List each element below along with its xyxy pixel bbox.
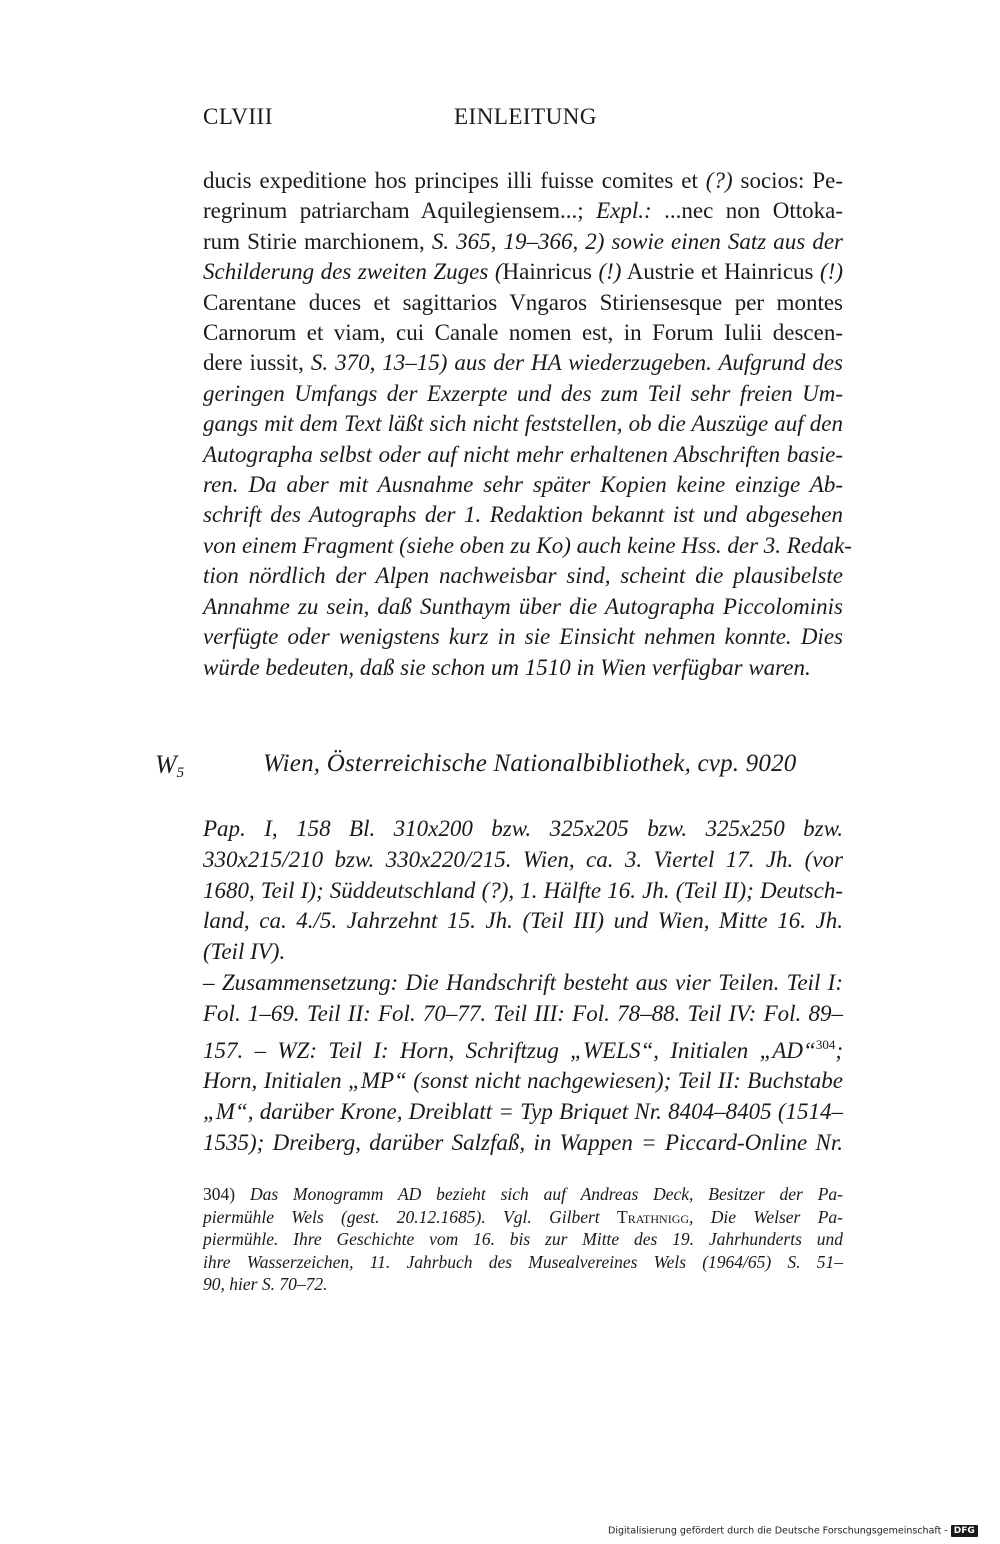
manuscript-siglum: [155, 750, 184, 782]
body-line: [203, 348, 843, 378]
italic-text: S. 370, 13–15) aus der HA wiederzugeben. Aufgrund des: [310, 350, 843, 376]
body-line: [203, 288, 843, 318]
italic-text: tion nördlich der Alpen nachweisbar sind, scheint die plausibelste: [203, 563, 843, 589]
footnote-line: piermühle. Ihre Geschichte vom 16. bis zur Mitte des 19. Jahrhunderts und: [203, 1229, 843, 1250]
footnote: [203, 1183, 843, 1296]
body-paragraph: [203, 166, 852, 683]
author-name: Trathnigg: [617, 1206, 690, 1227]
desc-line: land, ca. 4./5. Jahrzehnt 15. Jh. (Teil III) und Wien, Mitte 16. Jh.: [203, 908, 843, 934]
italic-text: Autographa selbst oder auf nicht mehr erhaltenen Abschriften basie-: [203, 441, 843, 467]
desc-text: ;: [835, 1037, 843, 1063]
footnote-text: piermühle Wels (gest. 20.12.1685). Vgl. Gilbert: [203, 1206, 618, 1227]
desc-line: Fol. 1–69. Teil II: Fol. 70–77. Teil III: Fol. 78–88. Teil IV: Fol. 89–: [203, 1000, 843, 1026]
body-line: [203, 227, 843, 257]
desc-text: 157. – WZ: Teil I: Horn, Schriftzug „WELS“, Initialen „AD“: [203, 1037, 816, 1063]
body-line: [203, 257, 843, 287]
italic-text: Expl.:: [596, 198, 652, 224]
page-number: CLVIII: [203, 104, 273, 129]
body-line: [203, 561, 843, 591]
body-line: [203, 653, 843, 683]
siglum-subscript: 5: [176, 765, 185, 781]
manuscript-heading: Wien, Österreichische Nationalbibliothek, cvp. 9020: [263, 750, 797, 777]
desc-line: „M“, darüber Krone, Dreiblatt = Typ Briquet Nr. 8404–8405 (1514–: [203, 1099, 843, 1125]
digitization-credit: [608, 1525, 978, 1537]
italic-text: Annahme zu sein, daß Sunthaym über die Autographa Piccolominis: [203, 593, 843, 619]
body-line: [203, 531, 852, 561]
roman-text: dere iussit,: [203, 350, 311, 376]
footnote-line: [203, 1206, 843, 1229]
section-title: EINLEITUNG: [454, 104, 597, 129]
roman-text: socios: Pe-: [732, 168, 843, 193]
footnote-text: Das Monogramm AD bezieht sich auf Andreas Deck, Besitzer der Pa-: [249, 1184, 843, 1204]
roman-text: ducis expeditione hos principes illi fuisse comites et: [203, 168, 706, 193]
desc-line: Horn, Initialen „MP“ (sonst nicht nachgewiesen); Teil II: Buchstabe: [203, 1068, 843, 1094]
italic-text: von einem Fragment (siehe oben zu Ko) auch keine Hss. der 3. Redak-: [203, 532, 852, 558]
italic-text: geringen Umfangs der Exzerpte und des zum Teil sehr freien Um-: [203, 380, 843, 406]
manuscript-description: [203, 814, 843, 1159]
desc-line: Pap. I, 158 Bl. 310x200 bzw. 325x205 bzw. 325x250 bzw.: [203, 816, 843, 841]
body-line: [203, 196, 843, 226]
body-line: [203, 318, 843, 348]
credit-text: Digitalisierung gefördert durch die Deutsche Forschungsgemeinschaft -: [608, 1525, 948, 1537]
italic-text: Schilderung des zweiten Zuges (: [203, 259, 503, 285]
desc-line-with-footnote: [203, 1030, 843, 1067]
desc-line: – Zusammensetzung: Die Handschrift besteht aus vier Teilen. Teil I:: [203, 969, 843, 995]
roman-text: Austrie et Hainricus: [621, 259, 821, 285]
footnote-marker[interactable]: 304: [815, 1036, 836, 1052]
body-line: [203, 500, 843, 530]
siglum-letter: W: [155, 750, 177, 779]
dfg-logo: DFG: [951, 1525, 978, 1537]
roman-text: regrinum patriarcham Aquilegiensem...;: [203, 198, 597, 224]
footnote-text: , Die Welser Pa-: [689, 1206, 843, 1227]
italic-text: S. 365, 19–366, 2) sowie einen Satz aus der: [431, 228, 843, 254]
italic-text: gangs mit dem Text läßt sich nicht feststellen, ob die Auszüge auf den: [203, 411, 843, 437]
body-line: [203, 622, 843, 652]
desc-line: 330x215/210 bzw. 330x220/215. Wien, ca. 3. Viertel 17. Jh. (vor: [203, 846, 843, 872]
footnote-line: 90, hier S. 70–72.: [203, 1274, 328, 1295]
roman-text: Hainricus: [502, 259, 599, 285]
desc-line: 1535); Dreiberg, darüber Salzfaß, in Wappen = Piccard-Online Nr.: [203, 1129, 843, 1155]
roman-text: Carentane duces et sagittarios Vngaros Stiriensesque per montes: [203, 289, 843, 315]
body-line: [203, 379, 843, 409]
italic-text: (!): [820, 259, 843, 285]
italic-text: verfügte oder wenigstens kurz in sie Einsicht nehmen konnte. Dies: [203, 624, 843, 650]
footnote-line: ihre Wasserzeichen, 11. Jahrbuch des Musealvereines Wels (1964/65) S. 51–: [203, 1251, 843, 1272]
roman-text: ...nec non Ottoka-: [651, 198, 843, 224]
desc-line: 1680, Teil I); Süddeutschland (?), 1. Hälfte 16. Jh. (Teil II); Deutsch-: [203, 877, 843, 903]
italic-text: (!): [598, 259, 622, 285]
roman-text: Carnorum et viam, cui Canale nomen est, in Forum Iulii descen-: [203, 320, 843, 346]
italic-text: (?): [705, 168, 733, 193]
body-line: [203, 409, 843, 439]
footnote-number: 304): [203, 1184, 236, 1204]
body-line: [203, 470, 843, 500]
desc-line: (Teil IV).: [203, 939, 286, 965]
italic-text: schrift des Autographs der 1. Redaktion bekannt ist und abgesehen: [203, 502, 843, 528]
body-line: [203, 440, 843, 470]
footnote-line: [203, 1183, 843, 1206]
body-line: [203, 592, 843, 622]
italic-text: würde bedeuten, daß sie schon um 1510 in Wien verfügbar waren.: [203, 654, 811, 680]
italic-text: ren. Da aber mit Ausnahme sehr später Kopien keine einzige Ab-: [203, 472, 843, 498]
body-line: [203, 166, 843, 196]
roman-text: rum Stirie marchionem,: [203, 228, 432, 254]
